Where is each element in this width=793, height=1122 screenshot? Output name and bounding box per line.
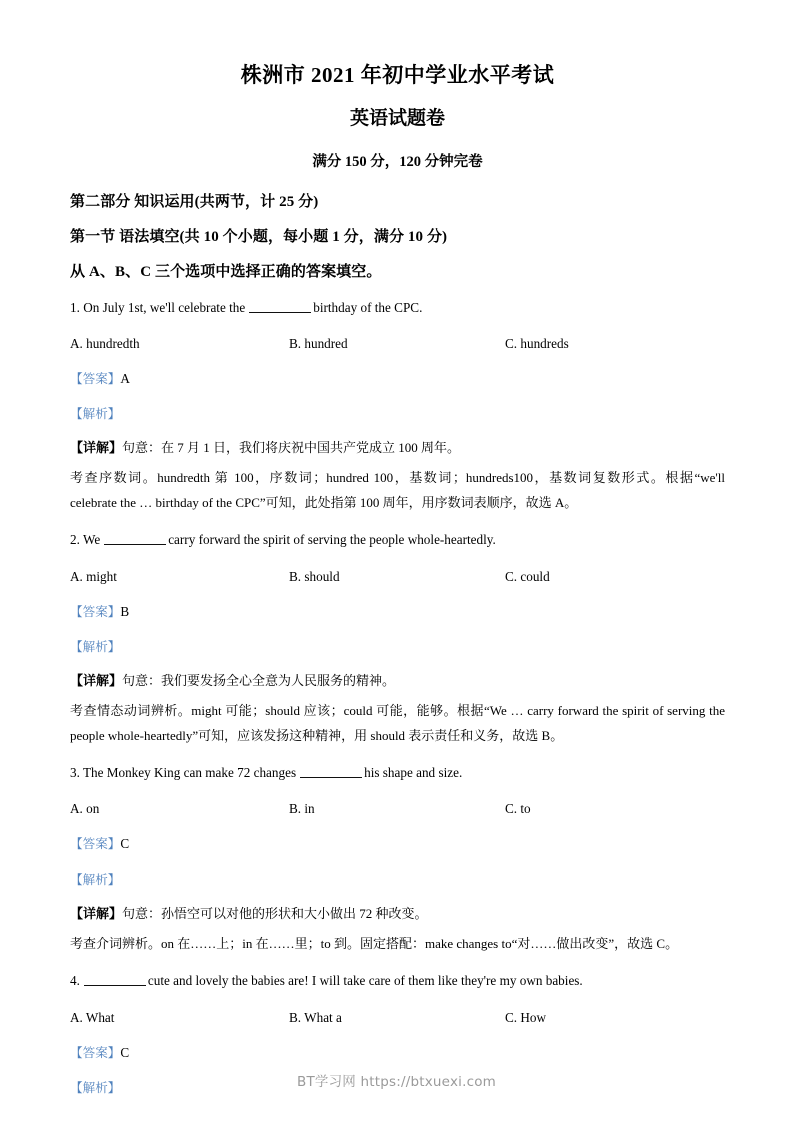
question-block-1: [70, 283, 725, 516]
answer-line: [70, 1027, 725, 1062]
question-stem-before: 1. On July 1st, we'll celebrate the: [70, 299, 246, 315]
detail-body: 考查情态动词辨析。might 可能；should 应该；could 可能，能够。根据“We … carry forward the spirit of serving the people whole-heartedly”可知，应该发扬这种精神，用 should 表示责任和义务，故选 B。: [70, 702, 725, 743]
detail-intro-line: [70, 656, 725, 691]
question-stem-after: his shape and size.: [364, 765, 463, 781]
question-stem: [70, 956, 725, 990]
answer-line: [70, 353, 725, 388]
question-stem-after: birthday of the CPC.: [313, 299, 423, 315]
answer-blank[interactable]: [104, 533, 166, 545]
option-c[interactable]: C. hundreds: [505, 335, 569, 351]
detail-intro: 句意：我们要发扬全心全意为人民服务的精神。: [122, 673, 396, 689]
footer-watermark: BT学习网 https://btxuexi.com: [296, 1074, 497, 1090]
detail-body: 考查介词辨析。on 在……上；in 在……里；to 到。固定搭配：make changes to“对……做出改变”，故选 C。: [70, 935, 679, 951]
analysis-marker: 【解析】: [70, 1079, 121, 1095]
question-options: [70, 550, 725, 586]
option-c[interactable]: C. How: [505, 1009, 547, 1025]
detail-intro: 句意：孙悟空可以对他的形状和大小做出 72 种改变。: [122, 905, 428, 921]
page-title: 株洲市 2021 年初中学业水平考试: [240, 63, 555, 87]
part-heading: 第二部分 知识运用(共两节，计 25 分): [70, 193, 319, 210]
answer-line: [70, 586, 725, 621]
option-b[interactable]: B. What a: [289, 1009, 342, 1025]
question-stem-before: 2. We: [70, 532, 101, 548]
answer-marker: 【答案】: [70, 836, 121, 852]
question-stem-after: carry forward the spirit of serving the people whole-heartedly.: [168, 532, 496, 548]
answer-value: B: [120, 603, 130, 619]
answer-blank[interactable]: [300, 766, 362, 778]
analysis-marker: 【解析】: [70, 871, 121, 887]
question-stem-before: 3. The Monkey King can make 72 changes: [70, 765, 297, 781]
question-stem-after: cute and lovely the babies are! I will take care of them like they're my own babies.: [147, 973, 583, 989]
page-subtitle: 英语试题卷: [349, 108, 445, 130]
answer-blank[interactable]: [249, 300, 311, 312]
question-options: [70, 782, 725, 818]
answer-value: A: [120, 370, 130, 386]
answer-blank[interactable]: [84, 974, 146, 986]
option-a[interactable]: A. What: [70, 1009, 115, 1025]
option-a[interactable]: A. hundredth: [70, 335, 140, 351]
detail-intro-line: [70, 889, 725, 924]
option-b[interactable]: B. in: [289, 801, 315, 817]
question-block-2: [70, 515, 725, 748]
question-options: [70, 317, 725, 353]
detail-intro: 句意：在 7 月 1 日，我们将庆祝中国共产党成立 100 周年。: [122, 440, 461, 456]
question-block-3: [70, 748, 725, 956]
section-instruction: 从 A、B、C 三个选项中选择正确的答案填空。: [70, 264, 382, 281]
answer-line: [70, 818, 725, 853]
question-stem-before: 4.: [70, 973, 80, 989]
detail-marker: 【详解】: [70, 673, 123, 689]
analysis-marker: 【解析】: [70, 638, 121, 654]
question-options: [70, 991, 725, 1027]
analysis-line: [70, 854, 725, 889]
detail-marker: 【详解】: [70, 905, 123, 921]
option-a[interactable]: A. might: [70, 568, 117, 584]
detail-body: 考查序数词。hundredth 第 100，序数词；hundred 100，基数词；hundreds100，基数词复数形式。根据“we'll celebrate the … birthday of the CPC”可知，此处指第 100 周年，用序数词表顺序，故选 A。: [70, 470, 725, 510]
analysis-marker: 【解析】: [70, 405, 121, 421]
question-stem: [70, 748, 725, 782]
analysis-line: [70, 388, 725, 423]
answer-marker: 【答案】: [70, 1044, 121, 1060]
detail-marker: 【详解】: [70, 440, 123, 456]
answer-value: C: [120, 836, 130, 852]
answer-marker: 【答案】: [70, 370, 121, 386]
document-content: [70, 0, 725, 1097]
question-stem: [70, 283, 725, 317]
answer-value: C: [120, 1044, 130, 1060]
score-time-line: 满分 150 分，120 分钟完卷: [312, 153, 483, 170]
section-heading: 第一节 语法填空(共 10 个小题，每小题 1 分，满分 10 分): [70, 229, 448, 246]
detail-intro-line: [70, 423, 725, 458]
option-c[interactable]: C. to: [505, 801, 531, 817]
answer-marker: 【答案】: [70, 603, 121, 619]
option-a[interactable]: A. on: [70, 801, 100, 817]
question-stem: [70, 515, 725, 549]
option-b[interactable]: B. hundred: [289, 335, 348, 351]
option-b[interactable]: B. should: [289, 568, 340, 584]
option-c[interactable]: C. could: [505, 568, 550, 584]
analysis-line: [70, 621, 725, 656]
